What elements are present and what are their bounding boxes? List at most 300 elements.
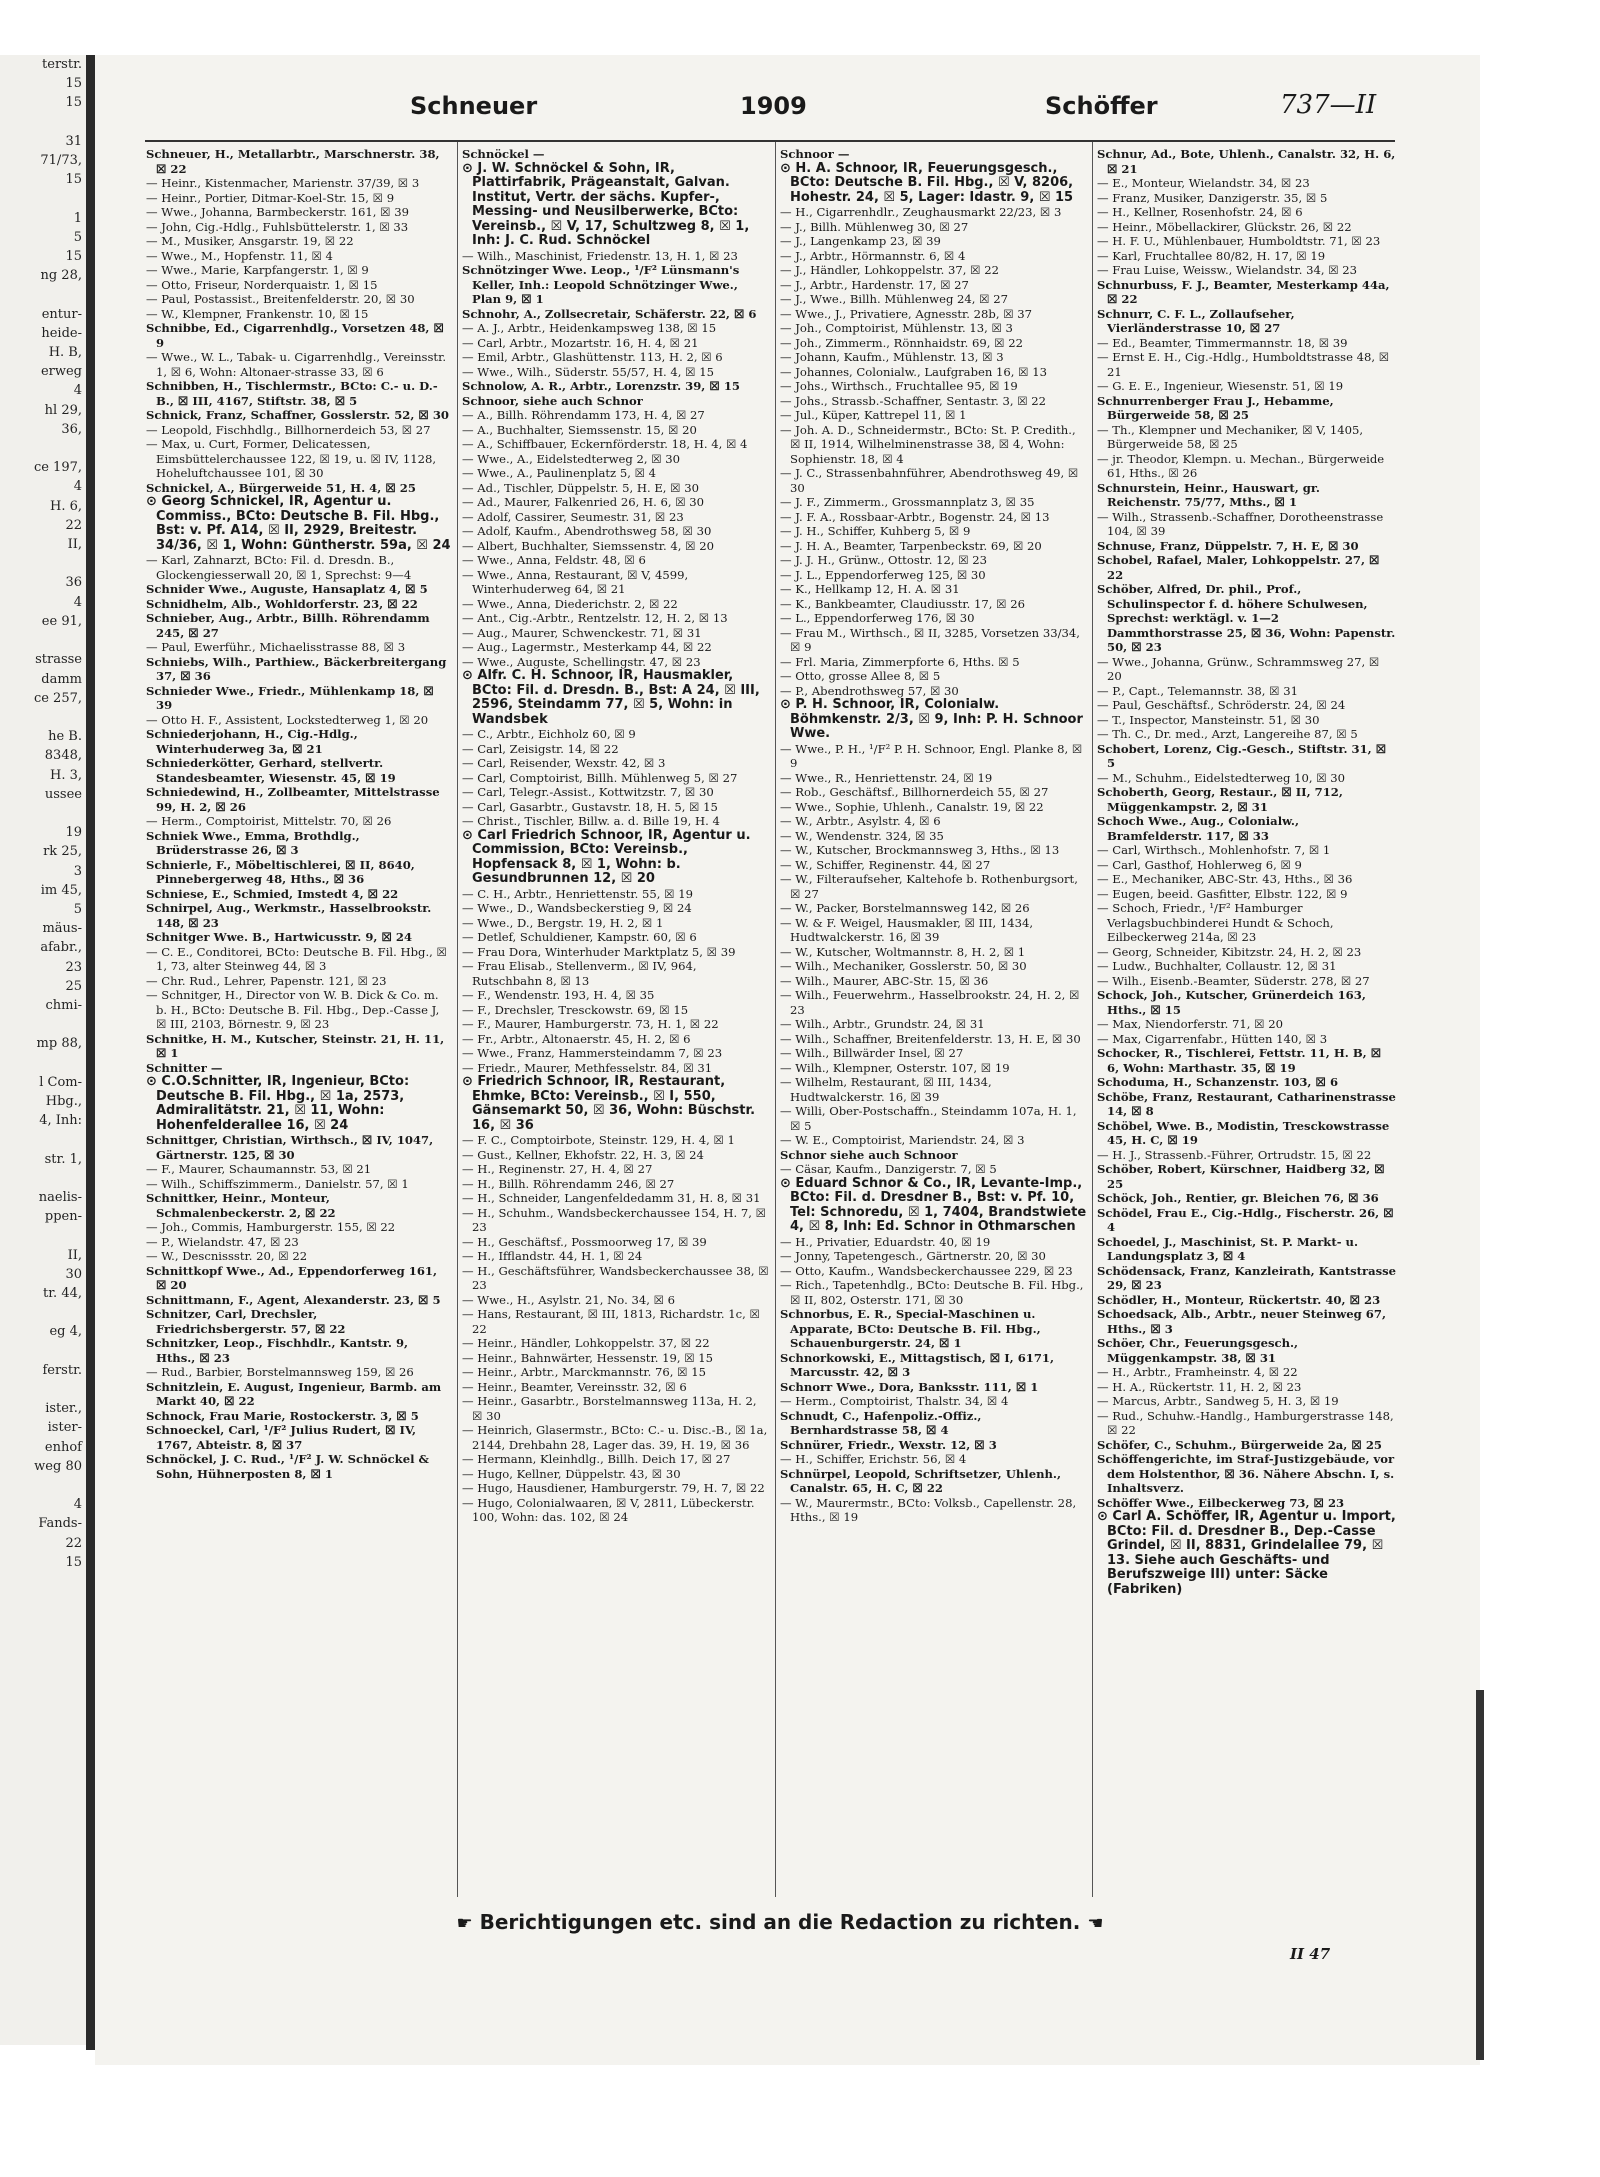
directory-entry: — Rich., Tapetenhdlg., BCto: Deutsche B. Fil. Hbg., ☒ II, 802, Osterstr. 171, ☒ 30 — [780, 1278, 1084, 1307]
prev-page-fragment: ussee — [44, 786, 82, 802]
directory-entry: — Wwe., Franz, Hammersteindamm 7, ☒ 23 — [462, 1046, 723, 1060]
directory-entry: Schnurstein, Heinr., Hauswart, gr. Reichenstr. 75/77, Mths., ☒ 1 — [1097, 480, 1320, 509]
prev-page-fragment: hl 29, — [44, 402, 82, 418]
directory-entry: — Karl, Fruchtallee 80/82, H. 17, ☒ 19 — [1097, 248, 1326, 263]
directory-entry: — Heinr., Portier, Ditmar-Koel-Str. 15, ☒ 9 — [146, 190, 395, 205]
directory-entry: — Wwe., Johanna, Grünw., Schrammsweg 27, ☒ 20 — [1097, 654, 1380, 683]
directory-entry: Schnittker, Heinr., Monteur, Schmalenbeckerstr. 2, ☒ 22 — [146, 1191, 336, 1220]
directory-entry: — F., Maurer, Schaumannstr. 53, ☒ 21 — [146, 1162, 372, 1176]
directory-entry: — A. J., Arbtr., Heidenkampsweg 138, ☒ 15 — [462, 321, 717, 335]
prev-page-fragment: 4, Inh: — [39, 1113, 82, 1129]
directory-entry: ⊙ Eduard Schnor & Co., IR, Levante-Imp., BCto: Fil. d. Dresdner B., Bst: v. Pf. 10, Tel: Schnoredu, ☒ 1, 7404, Brandstwiete 4, ☒ 8, Inh: Ed. Schnor in Othmarschen — [780, 1176, 1087, 1234]
directory-entry: — Wwe., Marie, Karpfangerstr. 1, ☒ 9 — [146, 263, 369, 277]
directory-entry: — Joh. A. D., Schneidermstr., BCto: St. P. Credith., ☒ II, 1914, Wilhelminenstrasse 38, ☒ 4, Wohn: Sophienstr. 18, ☒ 4 — [780, 422, 1076, 466]
directory-entry: ⊙ P. H. Schnoor, IR, Colonialw. Böhmkenstr. 2/3, ☒ 9, Inh: P. H. Schnoor Wwe. — [780, 698, 1083, 741]
directory-entry: Schnürer, Friedr., Wexstr. 12, ☒ 3 — [780, 1437, 997, 1452]
directory-entry: — Hermann, Kleinhdlg., Billh. Deich 17, ☒ 27 — [462, 1452, 731, 1466]
prev-page-fragment: heide- — [41, 325, 82, 341]
directory-entry: — H. A., Rückertstr. 11, H. 2, ☒ 23 — [1097, 1379, 1302, 1394]
directory-entry: Schnötzinger Wwe. Leop., ¹/F² Lünsmann's Keller, Inh.: Leopold Schnötzinger Wwe., Plan 9, ☒ 1 — [462, 263, 740, 306]
directory-entry: — Frau Luise, Weissw., Wielandstr. 34, ☒ 23 — [1097, 263, 1358, 277]
directory-entry: Schnor siehe auch Schnoor — [780, 1147, 958, 1162]
directory-entry: — P., Abendrothsweg 57, ☒ 30 — [780, 683, 959, 698]
directory-entry: Schnuse, Franz, Düppelstr. 7, H. E, ☒ 30 — [1097, 538, 1359, 553]
directory-entry: Schnitzlein, E. August, Ingenieur, Barmb. am Markt 40, ☒ 22 — [146, 1379, 442, 1408]
directory-entry: — J. C., Strassenbahnführer, Abendrothsweg 49, ☒ 30 — [780, 466, 1079, 495]
directory-entry: — F. C., Comptoirbote, Steinstr. 129, H. 4, ☒ 1 — [462, 1133, 735, 1147]
directory-entry: — Carl, Wirthsch., Mohlenhofstr. 7, ☒ 1 — [1097, 843, 1331, 857]
directory-entry: — H., Schneider, Langenfeldedamm 31, H. 8, ☒ 31 — [462, 1191, 761, 1205]
directory-entry: — Max, Cigarrenfabr., Hütten 140, ☒ 3 — [1097, 1031, 1328, 1046]
directory-entry: — Ed., Beamter, Timmermannstr. 18, ☒ 39 — [1097, 335, 1348, 350]
directory-entry: — Hugo, Colonialwaaren, ☒ V, 2811, Lübeckerstr. 100, Wohn: das. 102, ☒ 24 — [462, 1495, 755, 1524]
directory-entry: — Ad., Maurer, Falkenried 26, H. 6, ☒ 30 — [462, 495, 705, 509]
directory-entry: — Joh., Comptoirist, Mühlenstr. 13, ☒ 3 — [780, 321, 1013, 335]
directory-entry: Schöbel, Wwe. B., Modistin, Tresckowstrasse 45, H. C, ☒ 19 — [1097, 1118, 1390, 1147]
column-divider — [457, 142, 458, 1897]
directory-entry: Schnurrenberger Frau J., Hebamme, Bürgerweide 58, ☒ 25 — [1097, 393, 1334, 422]
directory-entry: Schneuer, H., Metallarbtr., Marschnerstr. 38, ☒ 22 — [146, 147, 440, 176]
directory-entry: — Joh., Commis, Hamburgerstr. 155, ☒ 22 — [146, 1220, 396, 1234]
directory-entry: Schnick, Franz, Schaffner, Gosslerstr. 52, ☒ 30 — [146, 408, 449, 422]
prev-page-fragment: H. 3, — [49, 767, 82, 783]
directory-entry: — Wilh., Arbtr., Grundstr. 24, ☒ 31 — [780, 1017, 985, 1031]
directory-entry: — Carl, Comptoirist, Billh. Mühlenweg 5, ☒ 27 — [462, 770, 738, 785]
prev-page-fragment: 15 — [65, 172, 82, 188]
directory-column-4 — [1097, 147, 1397, 1897]
prev-page-fragment — [0, 113, 88, 132]
prev-page-fragment: tr. 44, — [43, 1286, 82, 1301]
prev-page-fragment: 5 — [73, 229, 82, 245]
directory-entry: — C. H., Arbtr., Henriettenstr. 55, ☒ 19 — [462, 886, 693, 901]
directory-entry: — Joh., Zimmerm., Rönnhaidstr. 69, ☒ 22 — [780, 335, 1023, 350]
prev-page-fragment: 15 — [65, 249, 82, 265]
prev-page-fragment: he B. — [48, 729, 82, 745]
directory-entry: — Carl, Arbtr., Mozartstr. 16, H. 4, ☒ 21 — [462, 335, 699, 350]
prev-page-fragment: l Com- — [39, 1074, 82, 1090]
directory-entry: — Heinr., Kistenmacher, Marienstr. 37/39, ☒ 3 — [146, 176, 420, 190]
directory-entry: — Th., Klempner und Mechaniker, ☒ V, 1405, Bürgerweide 58, ☒ 25 — [1097, 422, 1364, 451]
directory-entry: — Hugo, Kellner, Düppelstr. 43, ☒ 30 — [462, 1466, 681, 1481]
directory-entry: Schnider Wwe., Auguste, Hansaplatz 4, ☒ 5 — [146, 582, 428, 596]
directory-entry: — Emil, Arbtr., Glashüttenstr. 113, H. 2, ☒ 6 — [462, 350, 723, 364]
directory-entry: — J., Arbtr., Hardenstr. 17, ☒ 27 — [780, 277, 969, 292]
prev-page-fragment: ppen- — [44, 1209, 82, 1225]
prev-page-fragment: entur- — [41, 306, 82, 322]
directory-entry: Schoberth, Georg, Restaur., ☒ II, 712, Müggenkampstr. 2, ☒ 31 — [1097, 785, 1343, 814]
directory-entry: — Carl, Zeisigstr. 14, ☒ 22 — [462, 741, 619, 756]
prev-page-fragment: ce 197, — [33, 460, 82, 476]
prev-page-fragment: 23 — [65, 959, 82, 975]
directory-entry: — Wwe., Anna, Diederichstr. 2, ☒ 22 — [462, 596, 678, 611]
directory-entry: — Eugen, beeid. Gasfitter, Elbstr. 122, ☒ 9 — [1097, 886, 1348, 901]
directory-entry: — J., Wwe., Billh. Mühlenweg 24, ☒ 27 — [780, 292, 1009, 306]
directory-entry: — Johannes, Colonialw., Laufgraben 16, ☒ 13 — [780, 364, 1047, 379]
directory-entry: — E., Monteur, Wielandstr. 34, ☒ 23 — [1097, 176, 1310, 190]
directory-entry: — H., Schiffer, Erichstr. 56, ☒ 4 — [780, 1452, 967, 1466]
directory-entry: Schöffengerichte, im Straf-Justizgebäude, vor dem Holstenthor, ☒ 36. Nähere Abschn. I, s. Inhaltsverz. — [1097, 1452, 1395, 1495]
prev-page-fragment: chmi- — [45, 997, 82, 1013]
directory-entry: — Gust., Kellner, Ekhofstr. 22, H. 3, ☒ 24 — [462, 1147, 704, 1162]
directory-entry: — Fr., Arbtr., Altonaerstr. 45, H. 2, ☒ 6 — [462, 1031, 691, 1046]
prev-page-fragment: 19 — [65, 825, 82, 841]
directory-entry: — J. H. A., Beamter, Tarpenbeckstr. 69, ☒ 20 — [780, 538, 1042, 553]
directory-entry: Schobel, Rafael, Maler, Lohkoppelstr. 27, ☒ 22 — [1097, 553, 1380, 582]
directory-entry: — Otto H. F., Assistent, Lockstedterweg 1, ☒ 20 — [146, 712, 429, 727]
prev-page-fragment: 3 — [73, 863, 82, 879]
directory-entry: — Wilh., Mechaniker, Gosslerstr. 50, ☒ 30 — [780, 959, 1027, 973]
directory-entry: — Wwe., M., Hopfenstr. 11, ☒ 4 — [146, 248, 333, 263]
directory-entry: — H., Kellner, Rosenhofstr. 24, ☒ 6 — [1097, 205, 1303, 219]
directory-entry: — A., Schiffbauer, Eckernförderstr. 18, H. 4, ☒ 4 — [462, 437, 748, 451]
directory-entry: — W., Kutscher, Woltmannstr. 8, H. 2, ☒ 1 — [780, 944, 1026, 959]
directory-entry: Schnorbus, E. R., Special-Maschinen u. Apparate, BCto: Deutsche B. Fil. Hbg., Schauenburgerstr. 24, ☒ 1 — [780, 1307, 1041, 1350]
directory-entry: — M., Schuhm., Eidelstedterweg 10, ☒ 30 — [1097, 770, 1346, 785]
directory-entry: — Rud., Barbier, Borstelmannsweg 159, ☒ 26 — [146, 1365, 414, 1379]
directory-entry: — W., Klempner, Frankenstr. 10, ☒ 15 — [146, 306, 369, 321]
directory-entry: — Rud., Schuhw.-Handlg., Hamburgerstrasse 148, ☒ 22 — [1097, 1408, 1394, 1437]
directory-entry: — J., Langenkamp 23, ☒ 39 — [780, 234, 941, 248]
prev-page-fragment: eg 4, — [49, 1324, 82, 1340]
previous-page-margin — [0, 55, 88, 2045]
directory-entry: Schnidhelm, Alb., Wohldorferstr. 23, ☒ 22 — [146, 596, 418, 611]
directory-entry: Schöbe, Franz, Restaurant, Catharinenstrasse 14, ☒ 8 — [1097, 1089, 1396, 1118]
header-left-word: Schneuer — [410, 92, 538, 120]
prev-page-fragment — [0, 631, 88, 650]
directory-entry: — jr. Theodor, Klempn. u. Mechan., Bürgerweide 61, Hths., ☒ 26 — [1097, 451, 1385, 480]
directory-entry: — A., Buchhalter, Siemssenstr. 15, ☒ 20 — [462, 422, 697, 437]
prev-page-fragment — [0, 1015, 88, 1034]
directory-entry: Schöffer Wwe., Eilbeckerweg 73, ☒ 23 — [1097, 1495, 1345, 1510]
prev-page-fragment: 31 — [65, 133, 82, 149]
directory-entry: — Th. C., Dr. med., Arzt, Langereihe 87, ☒ 5 — [1097, 727, 1358, 741]
prev-page-fragment: str. 1, — [44, 1151, 82, 1167]
directory-entry: — H., Geschäftsführer, Wandsbeckerchaussee 38, ☒ 23 — [462, 1263, 769, 1292]
prev-page-fragment — [0, 1130, 88, 1149]
directory-entry: — Heinr., Arbtr., Marckmannstr. 76, ☒ 15 — [462, 1365, 706, 1379]
prev-page-fragment: 4 — [73, 1497, 82, 1513]
directory-entry: ⊙ H. A. Schnoor, IR, Feuerungsgesch., BCto: Deutsche B. Fil. Hbg., ☒ V, 8206, Hohestr. 24, ☒ 5, Lager: Idastr. 9, ☒ 15 — [780, 161, 1074, 205]
prev-page-fragment: II, — [67, 537, 82, 553]
directory-entry: — Frau Elisab., Stellenverm., ☒ IV, 964, Rutschbahn 8, ☒ 13 — [462, 959, 697, 988]
directory-entry: — Wilh., Schaffner, Breitenfelderstr. 13, H. E, ☒ 30 — [780, 1031, 1081, 1046]
prev-page-fragment: 30 — [65, 1266, 82, 1282]
directory-entry: Schnurr, C. F. L., Zollaufseher, Vierländerstrasse 10, ☒ 27 — [1097, 306, 1295, 335]
directory-entry: — Wwe., Auguste, Schellingstr. 47, ☒ 23 — [462, 654, 701, 669]
directory-entry: Schniese, E., Schmied, Imstedt 4, ☒ 22 — [146, 886, 399, 901]
directory-entry: — Wwe., D., Bergstr. 19, H. 2, ☒ 1 — [462, 915, 664, 930]
prev-page-fragment: Fands- — [38, 1516, 82, 1532]
directory-entry: — Adolf, Kaufm., Abendrothsweg 58, ☒ 30 — [462, 524, 712, 538]
directory-entry: Schnitke, H. M., Kutscher, Steinstr. 21, H. 11, ☒ 1 — [146, 1031, 445, 1060]
prev-page-fragment: II, — [67, 1247, 82, 1263]
directory-entry: — Johann, Kaufm., Mühlenstr. 13, ☒ 3 — [780, 350, 1004, 364]
directory-entry: Schnickel, A., Bürgerweide 51, H. 4, ☒ 25 — [146, 480, 416, 495]
book-spine — [86, 55, 95, 2050]
directory-entry: — Herm., Comptoirist, Mittelstr. 70, ☒ 26 — [146, 814, 392, 828]
directory-entry: — Karl, Zahnarzt, BCto: Fil. d. Dresdn. B., Glockengiesserwall 20, ☒ 1, Sprechst: 9—4 — [146, 553, 412, 582]
directory-entry: — Paul, Ewerführ., Michaelisstrasse 88, ☒ 3 — [146, 640, 406, 654]
directory-entry: Schobert, Lorenz, Cig.-Gesch., Stiftstr. 31, ☒ 5 — [1097, 741, 1387, 770]
directory-entry: Schoduma, H., Schanzenstr. 103, ☒ 6 — [1097, 1075, 1339, 1089]
directory-entry: — F., Wendenstr. 193, H. 4, ☒ 35 — [462, 988, 655, 1002]
directory-entry: Schnohr, A., Zollsecretair, Schäferstr. 22, ☒ 6 — [462, 306, 757, 321]
directory-entry: — M., Musiker, Ansgarstr. 19, ☒ 22 — [146, 234, 354, 248]
directory-entry: Schoedel, J., Maschinist, St. P. Markt- u. Landungsplatz 3, ☒ 4 — [1097, 1234, 1359, 1263]
directory-entry: — K., Bankbeamter, Claudiusstr. 17, ☒ 26 — [780, 596, 1025, 611]
prev-page-fragment — [0, 189, 88, 208]
directory-entry: — Hugo, Hausdiener, Hamburgerstr. 79, H. 7, ☒ 22 — [462, 1481, 765, 1495]
prev-page-fragment: weg 80 — [34, 1458, 82, 1474]
directory-entry: — Wwe., Johanna, Barmbeckerstr. 161, ☒ 39 — [146, 205, 410, 219]
directory-entry: — Max, u. Curt, Former, Delicatessen, Eimsbüttelerchaussee 122, ☒ 19, u. ☒ IV, 1128, Hoheluftchaussee 101, ☒ 30 — [146, 437, 437, 480]
directory-entry: — Wilh., Strassenb.-Schaffner, Dorotheenstrasse 104, ☒ 39 — [1097, 509, 1384, 538]
directory-entry: — W., Kutscher, Brockmannsweg 3, Hths., ☒ 13 — [780, 843, 1060, 857]
directory-entry: Schocker, R., Tischlerei, Fettstr. 11, H. B, ☒ 6, Wohn: Marthastr. 35, ☒ 19 — [1097, 1046, 1382, 1075]
directory-entry: — Detlef, Schuldiener, Kampstr. 60, ☒ 6 — [462, 930, 697, 944]
directory-entry: Schniek Wwe., Emma, Brothdlg., Brüderstrasse 26, ☒ 3 — [146, 828, 360, 857]
directory-entry: Schnibbe, Ed., Cigarrenhdlg., Vorsetzen 48, ☒ 9 — [146, 321, 444, 350]
directory-entry: Schnitger Wwe. B., Hartwicusstr. 9, ☒ 24 — [146, 930, 413, 944]
directory-entry: Schnieder Wwe., Friedr., Mühlenkamp 18, ☒ 39 — [146, 683, 434, 712]
footer-notice-text: Berichtigungen etc. sind an die Redaction zu richten. — [479, 1910, 1081, 1934]
directory-entry: Schnudt, C., Hafenpoliz.-Offiz., Bernhardstrasse 58, ☒ 4 — [780, 1408, 982, 1437]
column-divider — [775, 142, 776, 1897]
prev-page-fragment: 1 — [73, 210, 82, 226]
prev-page-fragment: im 45, — [40, 882, 82, 898]
directory-entry: — Schoch, Friedr., ¹/F² Hamburger Verlagsbuchbinderei Hundt & Schoch, Eilbeckerweg 214a, ☒ 23 — [1097, 901, 1334, 944]
directory-entry: — J. F., Zimmerm., Grossmannplatz 3, ☒ 35 — [780, 495, 1035, 509]
directory-entry: Schnürpel, Leopold, Schriftsetzer, Uhlenh., Canalstr. 65, H. C, ☒ 22 — [780, 1466, 1061, 1495]
directory-entry: — Wwe., W. L., Tabak- u. Cigarrenhdlg., Vereinsstr. 1, ☒ 6, Wohn: Altonaer-strasse 33, ☒ 6 — [146, 350, 447, 379]
directory-entry: Schniedewind, H., Zollbeamter, Mittelstrasse 99, H. 2, ☒ 26 — [146, 785, 440, 814]
directory-entry: Schniebs, Wilh., Parthiew., Bäckerbreitergang 37, ☒ 36 — [146, 654, 447, 683]
directory-entry: — Aug., Lagermstr., Mesterkamp 44, ☒ 22 — [462, 640, 712, 654]
prev-page-fragment — [0, 1476, 88, 1495]
directory-entry: — W., Wendenstr. 324, ☒ 35 — [780, 828, 944, 843]
directory-entry: — H., Schuhm., Wandsbeckerchaussee 154, H. 7, ☒ 23 — [462, 1205, 766, 1234]
pointing-hand-icon: ☚ — [1087, 1913, 1104, 1934]
directory-entry: — Heinr., Händler, Lohkoppelstr. 37, ☒ 22 — [462, 1336, 710, 1350]
directory-column-1 — [146, 147, 451, 1897]
directory-entry: Schödel, Frau E., Cig.-Hdlg., Fischerstr. 26, ☒ 4 — [1097, 1205, 1394, 1234]
page-edge-shadow — [1476, 1690, 1484, 2060]
directory-entry: — H., Privatier, Eduardstr. 40, ☒ 19 — [780, 1234, 991, 1249]
prev-page-fragment: rk 25, — [43, 844, 82, 860]
directory-entry: — Wwe., D., Wandsbeckerstieg 9, ☒ 24 — [462, 901, 692, 915]
directory-entry: — J., Händler, Lohkoppelstr. 37, ☒ 22 — [780, 263, 999, 277]
directory-entry: — John, Cig.-Hdlg., Fuhlsbüttelerstr. 1, ☒ 33 — [146, 219, 409, 234]
directory-entry: — Otto, Friseur, Norderquaistr. 1, ☒ 15 — [146, 277, 378, 292]
prev-page-fragment: 36, — [61, 421, 82, 437]
directory-entry: — C., Arbtr., Eichholz 60, ☒ 9 — [462, 727, 636, 741]
prev-page-fragment: 5 — [73, 901, 82, 917]
directory-entry: Schnieber, Aug., Arbtr., Billh. Röhrendamm 245, ☒ 27 — [146, 611, 430, 640]
directory-entry: — Frau Dora, Winterhuder Marktplatz 5, ☒ 39 — [462, 944, 736, 959]
directory-entry: — Wwe., R., Henriettenstr. 24, ☒ 19 — [780, 770, 993, 785]
directory-entry: — Wwe., Wilh., Süderstr. 55/57, H. 4, ☒ 15 — [462, 364, 715, 379]
prev-page-fragment: 4 — [73, 479, 82, 495]
prev-page-fragment: ee 91, — [41, 613, 82, 629]
directory-entry: Schöer, Chr., Feuerungsgesch., Müggenkampstr. 38, ☒ 31 — [1097, 1336, 1299, 1365]
directory-entry: — Max, Niendorferstr. 71, ☒ 20 — [1097, 1017, 1283, 1031]
directory-entry: — Christ., Tischler, Billw. a. d. Bille 19, H. 4 — [462, 814, 720, 828]
directory-entry: — G. E. E., Ingenieur, Wiesenstr. 51, ☒ 19 — [1097, 379, 1344, 393]
directory-entry: Schnittmann, F., Agent, Alexanderstr. 23, ☒ 5 — [146, 1292, 441, 1307]
directory-entry: ⊙ Alfr. C. H. Schnoor, IR, Hausmakler, BCto: Fil. d. Dresdn. B., Bst: A 24, ☒ III, 2596, Steindamm 77, ☒ 5, Wohn: in Wandsbek — [462, 669, 760, 727]
directory-entry: Schnoeckel, Carl, ¹/F² Julius Rudert, ☒ IV, 1767, Abteistr. 8, ☒ 37 — [146, 1423, 416, 1452]
directory-entry: — Cäsar, Kaufm., Danzigerstr. 7, ☒ 5 — [780, 1162, 997, 1176]
directory-entry: Schoch Wwe., Aug., Colonialw., Bramfelderstr. 117, ☒ 33 — [1097, 814, 1299, 843]
directory-entry: — Ernst E. H., Cig.-Hdlg., Humboldtstrasse 48, ☒ 21 — [1097, 350, 1390, 379]
page-number: 737—II — [1280, 90, 1377, 120]
directory-entry: — Wilhelm, Restaurant, ☒ III, 1434, Hudtwalckerstr. 16, ☒ 39 — [780, 1075, 992, 1104]
directory-entry: Schnibben, H., Tischlermstr., BCto: C.- u. D.-B., ☒ III, 4167, Stiftstr. 38, ☒ 5 — [146, 379, 438, 408]
directory-entry: Schöck, Joh., Rentier, gr. Bleichen 76, ☒ 36 — [1097, 1191, 1379, 1205]
directory-entry: — Wwe., Sophie, Uhlenh., Canalstr. 19, ☒ 22 — [780, 799, 1044, 814]
directory-column-2 — [462, 147, 770, 1897]
prev-page-fragment: ce 257, — [33, 690, 82, 706]
directory-entry: — H., Arbtr., Framheinstr. 4, ☒ 22 — [1097, 1365, 1298, 1379]
directory-entry: Schnittkopf Wwe., Ad., Eppendorferweg 161, ☒ 20 — [146, 1263, 438, 1292]
directory-entry: — Herm., Comptoirist, Thalstr. 34, ☒ 4 — [780, 1394, 1009, 1408]
prev-page-fragment — [0, 1054, 88, 1073]
prev-page-fragment: ferstr. — [42, 1362, 82, 1378]
directory-entry: ⊙ Friedrich Schnoor, IR, Restaurant, Ehmke, BCto: Vereinsb., ☒ I, 550, Gänsemarkt 50, ☒ 36, Wohn: Büschstr. 16, ☒ 36 — [462, 1075, 756, 1133]
prev-page-fragment: mäus- — [42, 921, 82, 937]
prev-page-fragment — [0, 708, 88, 727]
directory-entry: — Leopold, Fischhdlg., Billhornerdeich 53, ☒ 27 — [146, 422, 431, 437]
directory-entry: — Carl, Telegr.-Assist., Kottwitzstr. 7, ☒ 30 — [462, 785, 714, 799]
directory-entry: — H., Ifflandstr. 44, H. 1, ☒ 24 — [462, 1249, 643, 1263]
prev-page-fragment: 15 — [65, 95, 82, 111]
directory-entry: Schnirpel, Aug., Werkmstr., Hasselbrookstr. 148, ☒ 23 — [146, 901, 432, 930]
directory-entry: ⊙ Georg Schnickel, IR, Agentur u. Commiss., BCto: Deutsche B. Fil. Hbg., Bst: v. Pf. A14, ☒ II, 2929, Breitestr. 34/36, ☒ 1, Wohn: Güntherstr. 59a, ☒ 24 — [146, 495, 451, 553]
header-right-word: Schöffer — [1045, 92, 1158, 120]
directory-entry: — Wwe., A., Eidelstedterweg 2, ☒ 30 — [462, 451, 681, 466]
directory-entry: — K., Hellkamp 12, H. A. ☒ 31 — [780, 582, 960, 596]
directory-entry: — H. J., Strassenb.-Führer, Ortrudstr. 15, ☒ 22 — [1097, 1147, 1372, 1162]
directory-entry: — H., Geschäftsf., Possmoorweg 17, ☒ 39 — [462, 1234, 707, 1249]
directory-entry: — Wilh., Eisenb.-Beamter, Süderstr. 278, ☒ 27 — [1097, 973, 1370, 988]
directory-entry: — Ad., Tischler, Düppelstr. 5, H. E, ☒ 30 — [462, 480, 700, 495]
prev-page-fragment: afabr., — [40, 940, 82, 956]
directory-entry: Schnoor — — [780, 147, 850, 161]
directory-entry: — L., Eppendorferweg 176, ☒ 30 — [780, 611, 975, 625]
directory-entry: — Chr. Rud., Lehrer, Papenstr. 121, ☒ 23 — [146, 973, 387, 988]
footer-notice — [430, 1910, 1130, 1934]
directory-entry: — J. L., Eppendorferweg 125, ☒ 30 — [780, 567, 986, 582]
directory-entry: — J. H., Schiffer, Kuhberg 5, ☒ 9 — [780, 524, 971, 538]
prev-page-fragment — [0, 285, 88, 304]
directory-entry: — F., Maurer, Hamburgerstr. 73, H. 1, ☒ 22 — [462, 1017, 719, 1031]
directory-entry: — Ant., Cig.-Arbtr., Rentzelstr. 12, H. 2, ☒ 13 — [462, 611, 728, 625]
directory-entry: Schniederkötter, Gerhard, stellvertr. Standesbeamter, Wiesenstr. 45, ☒ 19 — [146, 756, 396, 785]
directory-entry: — J. J. H., Grünw., Ottostr. 12, ☒ 23 — [780, 553, 988, 567]
prev-page-fragment — [0, 804, 88, 823]
prev-page-fragment: 4 — [73, 383, 82, 399]
pointing-hand-icon: ☛ — [456, 1913, 473, 1934]
directory-entry: — Heinrich, Glasermstr., BCto: C.- u. Disc.-B., ☒ 1a, 2144, Drehbahn 28, Lager das. 39, H. 19, ☒ 36 — [462, 1423, 768, 1452]
directory-entry: — W., Arbtr., Asylstr. 4, ☒ 6 — [780, 814, 941, 828]
prev-page-fragment: 71/73, — [40, 153, 82, 169]
directory-entry: Schödler, H., Monteur, Rückertstr. 40, ☒ 23 — [1097, 1292, 1381, 1307]
directory-entry: Schock, Joh., Kutscher, Grünerdeich 163, Hths., ☒ 15 — [1097, 988, 1366, 1017]
directory-entry: Schnorr Wwe., Dora, Banksstr. 111, ☒ 1 — [780, 1379, 1039, 1394]
directory-entry: — Carl, Gasthof, Hohlerweg 6, ☒ 9 — [1097, 857, 1302, 872]
directory-entry: — Wwe., Anna, Restaurant, ☒ V, 4599, Winterhuderweg 64, ☒ 21 — [462, 567, 689, 596]
directory-entry: — Carl, Reisender, Wexstr. 42, ☒ 3 — [462, 756, 666, 770]
directory-entry: — W. E., Comptoirist, Mariendstr. 24, ☒ 3 — [780, 1133, 1025, 1147]
prev-page-fragment — [0, 1342, 88, 1361]
directory-entry: — Friedr., Maurer, Methfesselstr. 84, ☒ 31 — [462, 1060, 713, 1075]
directory-entry: — Schnitger, H., Director von W. B. Dick & Co. m. b. H., BCto: Deutsche B. Fil. Hbg., Dep.-Casse J, ☒ III, 2103, Börnestr. 9, ☒ 23 — [146, 988, 440, 1031]
directory-entry: Schnurbuss, F. J., Beamter, Mesterkamp 44a, ☒ 22 — [1097, 277, 1390, 306]
directory-entry: — Frau M., Wirthsch., ☒ II, 3285, Vorsetzen 33/34, ☒ 9 — [780, 625, 1080, 654]
directory-entry: — Johs., Strassb.-Schaffner, Sentastr. 3, ☒ 22 — [780, 393, 1047, 408]
directory-entry: — E., Mechaniker, ABC-Str. 43, Hths., ☒ 36 — [1097, 872, 1353, 886]
directory-entry: — Otto, Kaufm., Wandsbeckerchaussee 229, ☒ 23 — [780, 1263, 1073, 1278]
directory-entry: — Johs., Wirthsch., Fruchtallee 95, ☒ 19 — [780, 379, 1018, 393]
directory-entry: — P., Capt., Telemannstr. 38, ☒ 31 — [1097, 683, 1299, 698]
directory-entry: — J., Arbtr., Hörmannstr. 6, ☒ 4 — [780, 248, 966, 263]
directory-entry: — J. F. A., Rossbaar-Arbtr., Bogenstr. 24, ☒ 13 — [780, 509, 1050, 524]
header-year: 1909 — [740, 92, 807, 120]
prev-page-fragment: 22 — [65, 1535, 82, 1551]
directory-entry: — W., Packer, Borstelmannsweg 142, ☒ 26 — [780, 901, 1030, 915]
directory-entry: — Jul., Küper, Kattrepel 11, ☒ 1 — [780, 408, 967, 422]
directory-entry: — H. F. U., Mühlenbauer, Humboldtstr. 71, ☒ 23 — [1097, 234, 1381, 248]
prev-page-fragment: naelis- — [38, 1189, 82, 1205]
directory-entry: — Wwe., A., Paulinenplatz 5, ☒ 4 — [462, 466, 657, 480]
prev-page-fragment: erweg — [40, 364, 82, 380]
prev-page-fragment: 36 — [65, 575, 82, 591]
directory-entry: — Wilh., Billwärder Insel, ☒ 27 — [780, 1046, 964, 1060]
directory-entry: — Rob., Geschäftsf., Billhornerdeich 55, ☒ 27 — [780, 785, 1049, 799]
prev-page-fragment: H. 6, — [49, 498, 82, 514]
directory-entry: — H., Billh. Röhrendamm 246, ☒ 27 — [462, 1176, 675, 1191]
prev-page-fragment: strasse — [35, 652, 82, 668]
directory-entry: — Marcus, Arbtr., Sandweg 5, H. 3, ☒ 19 — [1097, 1394, 1339, 1408]
directory-entry: — Wilh., Feuerwehrm., Hasselbrookstr. 24, H. 2, ☒ 23 — [780, 988, 1080, 1017]
prev-page-fragment: 15 — [65, 76, 82, 92]
directory-entry: Schöfer, C., Schuhm., Bürgerweide 2a, ☒ 25 — [1097, 1437, 1382, 1452]
directory-entry: — C. E., Conditorei, BCto: Deutsche B. Fil. Hbg., ☒ 1, 73, alter Steinweg 44, ☒ 3 — [146, 944, 447, 973]
prev-page-fragment: Hbg., — [45, 1093, 82, 1109]
directory-entry: Schöber, Robert, Kürschner, Haidberg 32, ☒ 25 — [1097, 1162, 1385, 1191]
directory-entry: Schnitter — — [146, 1060, 223, 1075]
prev-page-fragment — [0, 1226, 88, 1245]
directory-entry: Schnitzker, Leop., Fischhdlr., Kantstr. 9, Hths., ☒ 23 — [146, 1336, 409, 1365]
directory-entry: ⊙ Carl A. Schöffer, IR, Agentur u. Import, BCto: Fil. d. Dresdner B., Dep.-Casse Grindel, ☒ II, 8831, Grindelallee 79, ☒ 13. Siehe auch Geschäfts- und Berufszweige III) unter: Säcke (Fabriken) — [1097, 1510, 1396, 1597]
directory-entry: — Albert, Buchhalter, Siemssenstr. 4, ☒ 20 — [462, 538, 714, 553]
prev-page-fragment: enhof — [44, 1439, 82, 1455]
prev-page-fragment: 15 — [65, 1554, 82, 1570]
directory-entry: — W., Schiffer, Reginenstr. 44, ☒ 27 — [780, 857, 991, 872]
prev-page-fragment: ister- — [47, 1420, 82, 1436]
directory-entry: — Heinr., Gasarbtr., Borstelmannsweg 113a, H. 2, ☒ 30 — [462, 1394, 757, 1423]
directory-entry: — H., Reginenstr. 27, H. 4, ☒ 27 — [462, 1162, 653, 1176]
directory-entry: Schödensack, Franz, Kanzleirath, Kantstrasse 29, ☒ 23 — [1097, 1263, 1397, 1292]
directory-entry: — Wilh., Schiffszimmerm., Danielstr. 57, ☒ 1 — [146, 1176, 409, 1191]
prev-page-fragment: 8348, — [44, 748, 82, 764]
directory-entry: — Paul, Geschäftsf., Schröderstr. 24, ☒ 24 — [1097, 698, 1346, 712]
directory-entry: Schöber, Alfred, Dr. phil., Prof., Schulinspector f. d. höhere Schulwesen, Sprechst: werktägl. v. 1—2 Dammthorstrasse 25, ☒ 36, Wohn: Papenstr. 50, ☒ 23 — [1097, 582, 1396, 654]
directory-entry: — W., Maurermstr., BCto: Volksb., Capellenstr. 28, Hths., ☒ 19 — [780, 1495, 1077, 1524]
directory-entry: — Wilh., Maschinist, Friedenstr. 13, H. 1, ☒ 23 — [462, 248, 738, 263]
directory-entry: — W. & F. Weigel, Hausmakler, ☒ III, 1434, Hudtwalckerstr. 16, ☒ 39 — [780, 915, 1034, 944]
signature-mark: II 47 — [1290, 1945, 1331, 1963]
